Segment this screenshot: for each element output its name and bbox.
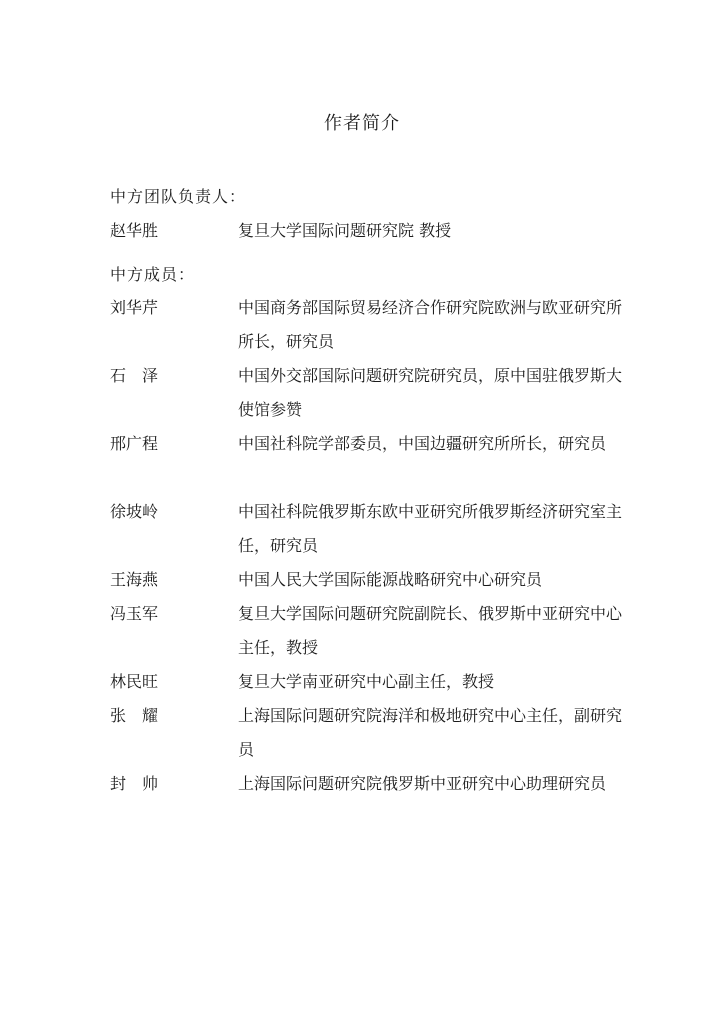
members-section-heading: 中方成员： (110, 265, 196, 284)
entry-description: 复旦大学南亚研究中心副主任，教授 (238, 672, 495, 691)
entry-name: 石 泽 (110, 366, 159, 385)
entry-name: 徐坡岭 (110, 502, 159, 521)
leader-section-heading: 中方团队负责人： (110, 187, 247, 206)
entry-name: 冯玉军 (110, 604, 159, 623)
entry-name: 封 帅 (110, 774, 159, 793)
page-title: 作者简介 (324, 113, 400, 134)
entry-description: 复旦大学国际问题研究院副院长、俄罗斯中亚研究中心主任，教授 (238, 604, 623, 657)
entry-description: 中国人民大学国际能源战略研究中心研究员 (238, 570, 543, 589)
entry-description: 中国商务部国际贸易经济合作研究院欧洲与欧亚研究所所长，研究员 (238, 298, 623, 351)
entry-name: 赵华胜 (110, 221, 159, 240)
entry-description: 复旦大学国际问题研究院 教授 (238, 221, 452, 240)
entry-description: 上海国际问题研究院俄罗斯中亚研究中心助理研究员 (238, 774, 607, 793)
entry-name: 张 耀 (110, 706, 159, 725)
entry-description: 中国社科院学部委员，中国边疆研究所所长，研究员 (238, 434, 607, 453)
entry-name: 王海燕 (110, 570, 159, 589)
entry-description: 上海国际问题研究院海洋和极地研究中心主任，副研究员 (238, 706, 623, 759)
entry-description: 中国外交部国际问题研究院研究员，原中国驻俄罗斯大使馆参赞 (238, 366, 623, 419)
entry-name: 刘华芹 (110, 298, 159, 317)
entry-name: 邢广程 (110, 434, 159, 453)
entry-name: 林民旺 (110, 672, 159, 691)
entry-description: 中国社科院俄罗斯东欧中亚研究所俄罗斯经济研究室主任，研究员 (238, 502, 623, 555)
